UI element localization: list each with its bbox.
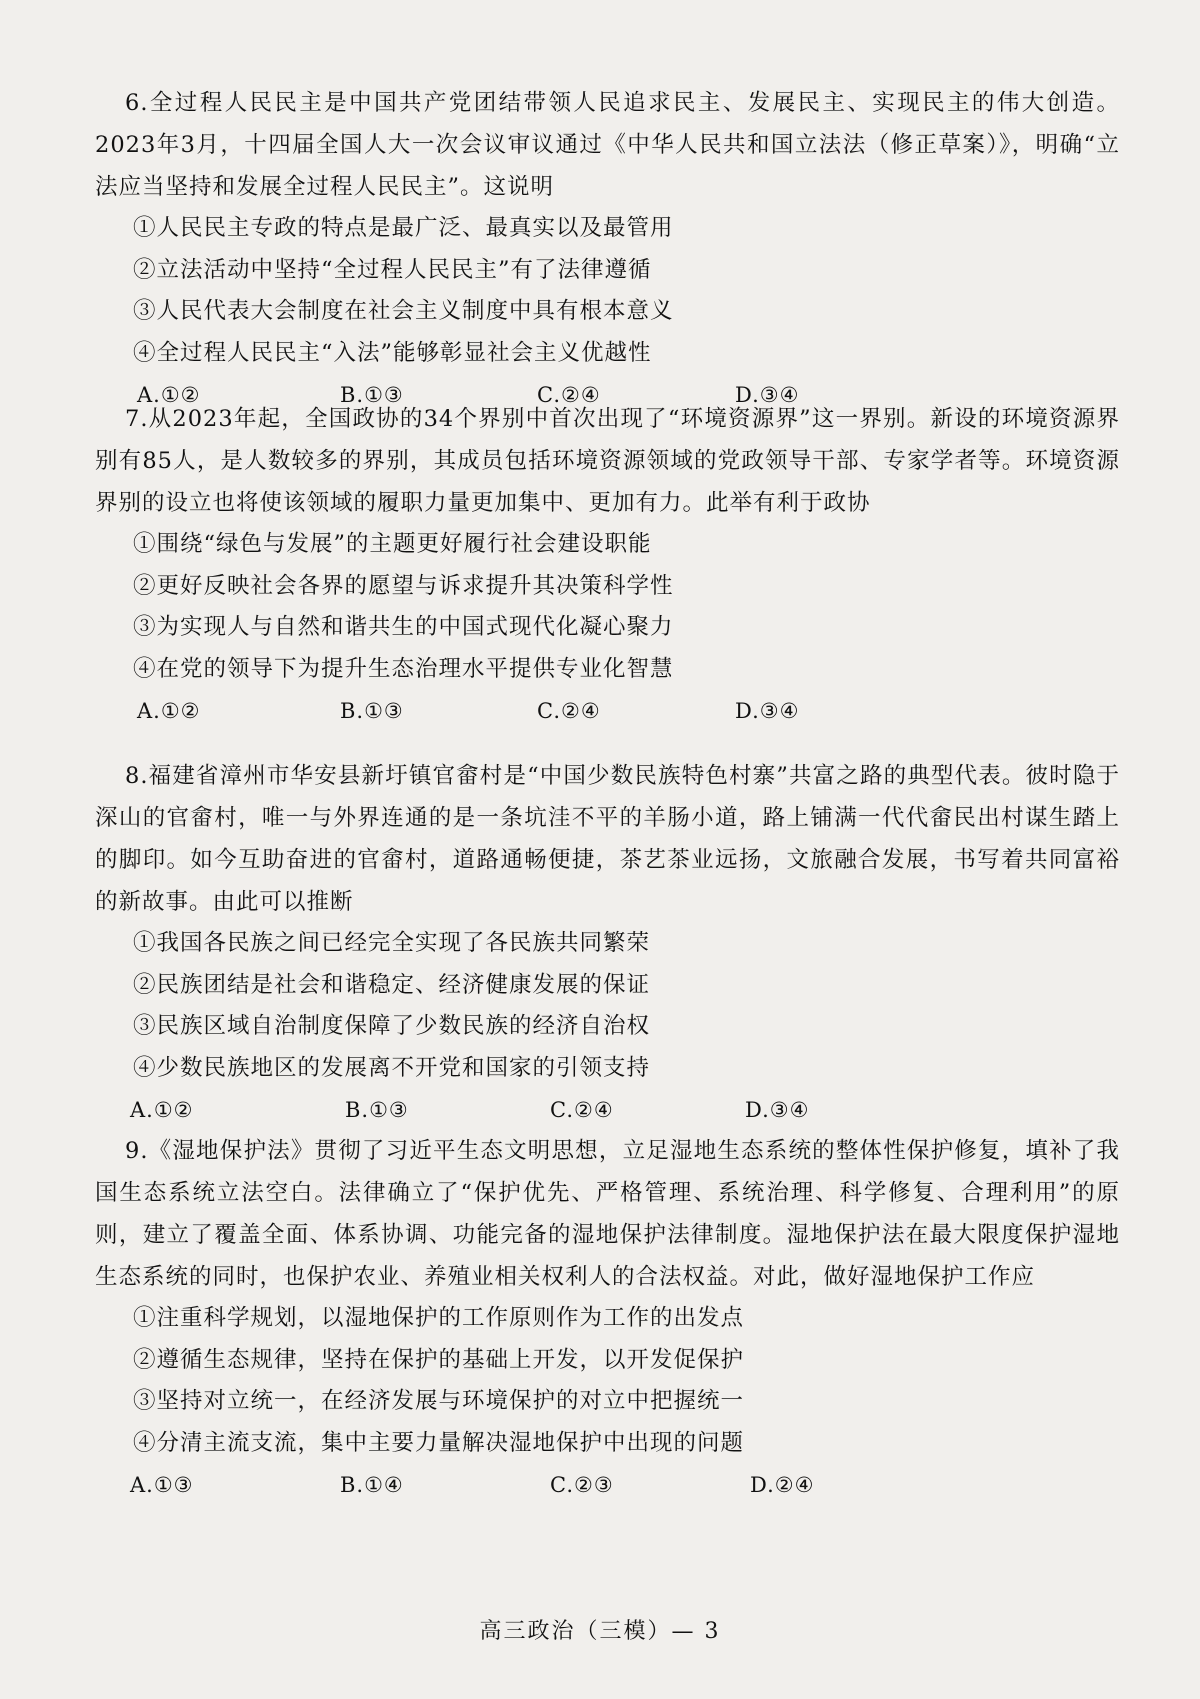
statement-4: ④在党的领导下为提升生态治理水平提供专业化智慧 bbox=[133, 655, 674, 682]
question-7 bbox=[95, 398, 1120, 732]
option-b: B.①④ bbox=[340, 1473, 404, 1497]
question-8-stem: 8.福建省漳州市华安县新圩镇官畲村是“中国少数民族特色村寨”共富之路的典型代表。彼时隐于深山的官畲村，唯一与外界连通的是一条坑洼不平的羊肠小道，路上铺满一代代畲民出村谋生踏上的脚印。如今互助奋进的官畲村，道路通畅便捷，茶艺茶业远扬，文旅融合发展，书写着共同富裕的新故事。由此可以推断 bbox=[95, 763, 1120, 915]
statement-1: ①我国各民族之间已经完全实现了各民族共同繁荣 bbox=[133, 930, 651, 956]
statement-2: ②遵循生态规律，坚持在保护的基础上开发，以开发促保护 bbox=[133, 1346, 745, 1373]
option-b: B.①③ bbox=[340, 383, 404, 407]
statement-4: ④全过程人民民主“入法”能够彰显社会主义优越性 bbox=[133, 339, 652, 366]
question-8-options bbox=[95, 1089, 1120, 1131]
question-9-stem: 9.《湿地保护法》贯彻了习近平生态文明思想，立足湿地生态系统的整体性保护修复，填补了我国生态系统立法空白。法律确立了“保护优先、严格管理、系统治理、科学修复、合理利用”的原则，建立了覆盖全面、体系协调、功能完备的湿地保护法律制度。湿地保护法在最大限度保护湿地生态系统的同时，也保护农业、养殖业相关权利人的合法权益。对此，做好湿地保护工作应 bbox=[95, 1138, 1120, 1290]
option-d: D.②④ bbox=[750, 1473, 815, 1497]
statement-2: ②更好反映社会各界的愿望与诉求提升其决策科学性 bbox=[133, 572, 674, 599]
statement-1: ①注重科学规划，以湿地保护的工作原则作为工作的出发点 bbox=[133, 1305, 745, 1331]
option-c: C.②④ bbox=[550, 1098, 614, 1122]
question-8 bbox=[95, 755, 1120, 1131]
statement-3: ③坚持对立统一，在经济发展与环境保护的对立中把握统一 bbox=[133, 1388, 745, 1414]
option-c: C.②③ bbox=[550, 1473, 614, 1497]
question-7-options bbox=[95, 690, 1120, 732]
option-d: D.③④ bbox=[735, 383, 800, 407]
question-7-stem: 7.从2023年起，全国政协的34个界别中首次出现了“环境资源界”这一界别。新设的环境资源界别有85人，是人数较多的界别，其成员包括环境资源领域的党政领导干部、专家学者等。环境资源界别的设立也将使该领域的履职力量更加集中、更加有力。此举有利于政协 bbox=[95, 406, 1120, 516]
statement-4: ④少数民族地区的发展离不开党和国家的引领支持 bbox=[133, 1054, 651, 1081]
statement-2: ②民族团结是社会和谐稳定、经济健康发展的保证 bbox=[133, 971, 651, 998]
option-b: B.①③ bbox=[340, 699, 404, 723]
option-a: A.①③ bbox=[130, 1473, 194, 1497]
statement-3: ③为实现人与自然和谐共生的中国式现代化凝心聚力 bbox=[133, 614, 674, 640]
question-9 bbox=[95, 1130, 1120, 1506]
statement-1: ①人民民主专政的特点是最广泛、最真实以及最管用 bbox=[133, 215, 674, 241]
question-6 bbox=[95, 82, 1120, 416]
option-a: A.①② bbox=[137, 383, 201, 407]
page-footer: 高三政治（三模）— 3 bbox=[479, 1619, 721, 1644]
option-c: C.②④ bbox=[537, 383, 601, 407]
option-a: A.①② bbox=[130, 1098, 194, 1122]
statement-3: ③民族区域自治制度保障了少数民族的经济自治权 bbox=[133, 1013, 651, 1039]
statement-3: ③人民代表大会制度在社会主义制度中具有根本意义 bbox=[133, 298, 674, 324]
option-d: D.③④ bbox=[735, 699, 800, 723]
statement-1: ①围绕“绿色与发展”的主题更好履行社会建设职能 bbox=[133, 531, 652, 557]
option-c: C.②④ bbox=[537, 699, 601, 723]
statement-4: ④分清主流支流，集中主要力量解决湿地保护中出现的问题 bbox=[133, 1429, 745, 1456]
question-6-stem: 6.全过程人民民主是中国共产党团结带领人民追求民主、发展民主、实现民主的伟大创造。2023年3月，十四届全国人大一次会议审议通过《中华人民共和国立法法（修正草案）》，明确“立法应当坚持和发展全过程人民民主”。这说明 bbox=[95, 90, 1120, 200]
question-9-options bbox=[95, 1464, 1120, 1506]
option-a: A.①② bbox=[137, 699, 201, 723]
statement-2: ②立法活动中坚持“全过程人民民主”有了法律遵循 bbox=[133, 256, 652, 283]
option-d: D.③④ bbox=[745, 1098, 810, 1122]
option-b: B.①③ bbox=[345, 1098, 409, 1122]
